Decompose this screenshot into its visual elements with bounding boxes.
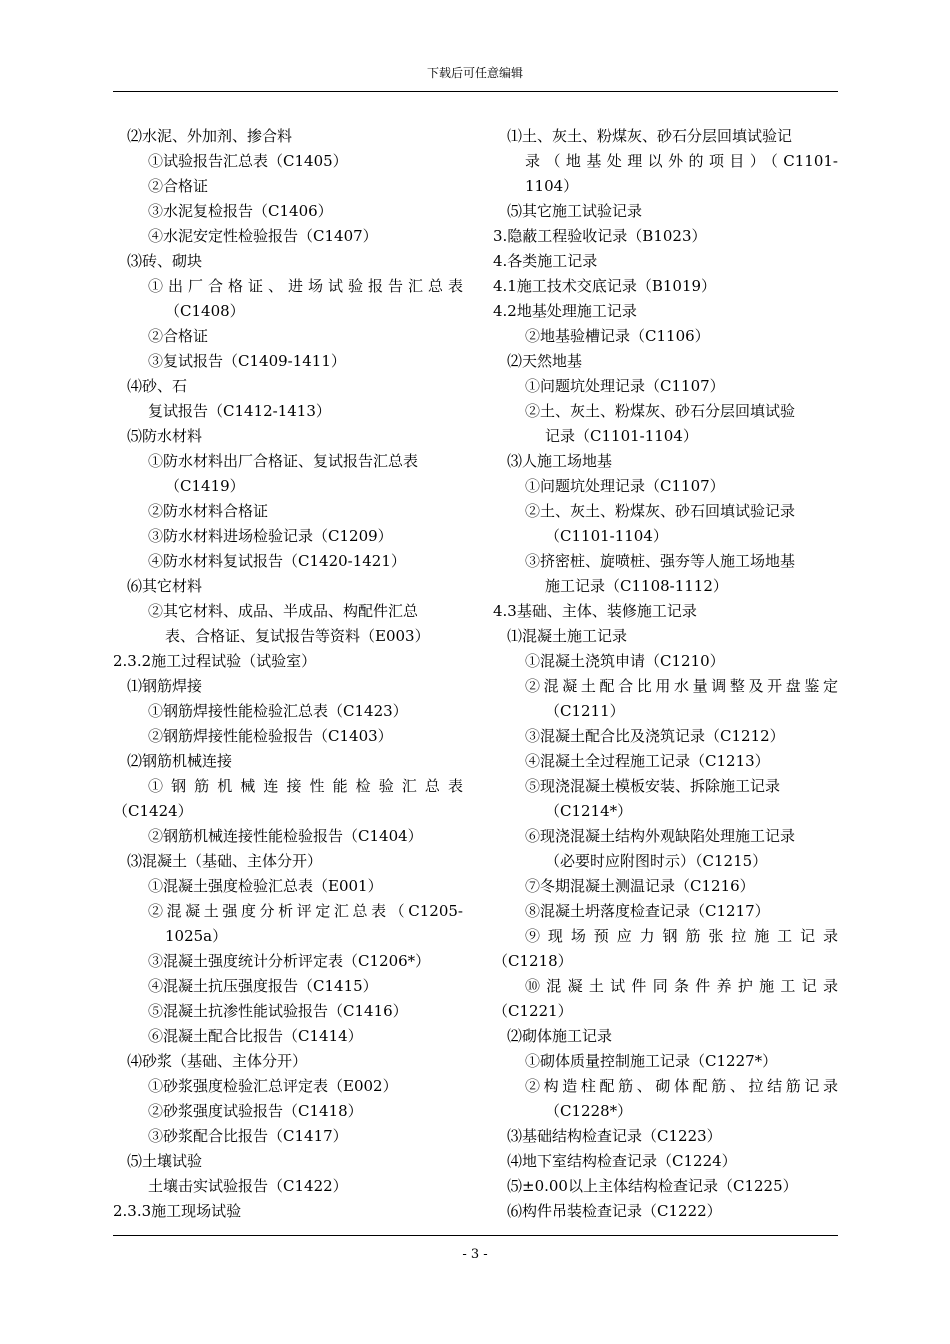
- outline-line: ⑧混凝土坍落度检查记录（C1217）: [525, 902, 770, 920]
- outline-line: ④混凝土抗压强度报告（C1415）: [148, 977, 378, 995]
- outline-line: （C1228*）: [545, 1102, 633, 1120]
- outline-line: ②砂浆强度试验报告（C1418）: [148, 1102, 363, 1120]
- outline-line: ⑴混凝土施工记录: [507, 627, 628, 645]
- outline-line: ③混凝土配合比及浇筑记录（C1212）: [525, 727, 785, 745]
- outline-line: ⑵砌体施工记录: [507, 1027, 613, 1045]
- outline-line: ②构造柱配筋、砌体配筋、拉结筋记录: [525, 1077, 838, 1095]
- outline-line: ③混凝土强度统计分析评定表（C1206*）: [148, 952, 431, 970]
- outline-line: ⑥现浇混凝土结构外观缺陷处理施工记录: [525, 827, 796, 845]
- outline-line: （C1214*）: [545, 802, 633, 820]
- outline-line: ④混凝土全过程施工记录（C1213）: [525, 752, 770, 770]
- outline-line: ③防水材料进场检验记录（C1209）: [148, 527, 393, 545]
- outline-line: ⑩ 混 凝 土 试 件 同 条 件 养 护 施 工 记 录: [525, 977, 838, 995]
- outline-line: ①混凝土强度检验汇总表（E001）: [148, 877, 383, 895]
- outline-line: ⑷地下室结构检查记录（C1224）: [507, 1152, 737, 1170]
- outline-line: ⑹其它材料: [127, 577, 203, 595]
- outline-line: ③砂浆配合比报告（C1417）: [148, 1127, 348, 1145]
- outline-line: 土壤击实试验报告（C1422）: [148, 1177, 348, 1195]
- outline-line: ②土、灰土、粉煤灰、砂石回填试验记录: [525, 502, 796, 520]
- outline-line: ⑶人施工场地基: [507, 452, 613, 470]
- outline-line: ①试验报告汇总表（C1405）: [148, 152, 348, 170]
- outline-line: ②混凝土强度分析评定汇总表（C1205-: [148, 902, 463, 920]
- outline-line: 2.3.3施工现场试验: [113, 1202, 242, 1220]
- outline-line: ⑥混凝土配合比报告（C1414）: [148, 1027, 363, 1045]
- outline-line: ②其它材料、成品、半成品、构配件汇总: [148, 602, 419, 620]
- left-column: [113, 124, 463, 1224]
- outline-line: 1104）: [525, 177, 579, 195]
- outline-line: ⑤现浇混凝土模板安装、拆除施工记录: [525, 777, 781, 795]
- header-note: 下载后可任意编辑: [426, 66, 523, 80]
- outline-line: ⑴土、灰土、粉煤灰、砂石分层回填试验记: [507, 127, 793, 145]
- outline-line: ⑶基础结构检查记录（C1223）: [507, 1127, 722, 1145]
- outline-line: （C1424）: [113, 802, 193, 820]
- outline-line: ⑵天然地基: [507, 352, 583, 370]
- right-column: [493, 124, 838, 1224]
- outline-line: ⑦冬期混凝土测温记录（C1216）: [525, 877, 755, 895]
- outline-line: ⑴钢筋焊接: [127, 677, 203, 695]
- outline-line: ⑨ 现 场 预 应 力 钢 筋 张 拉 施 工 记 录: [525, 927, 838, 945]
- outline-line: ⑶混凝土（基础、主体分开）: [127, 852, 323, 870]
- outline-line: 复试报告（C1412-1413）: [148, 402, 331, 420]
- outline-line: 施工记录（C1108-1112）: [545, 577, 728, 595]
- outline-line: ①砂浆强度检验汇总评定表（E002）: [148, 1077, 398, 1095]
- outline-line: ①钢筋焊接性能检验汇总表（C1423）: [148, 702, 408, 720]
- outline-line: 4.2地基处理施工记录: [493, 302, 637, 320]
- outline-line: ③复试报告（C1409-1411）: [148, 352, 346, 370]
- outline-line: 4.1施工技术交底记录（B1019）: [493, 277, 717, 295]
- outline-line: ⑹构件吊装检查记录（C1222）: [507, 1202, 722, 1220]
- header-divider: [113, 91, 838, 92]
- outline-line: ⑵水泥、外加剂、掺合料: [127, 127, 293, 145]
- outline-line: 4.各类施工记录: [493, 252, 598, 270]
- outline-line: ①问题坑处理记录（C1107）: [525, 477, 725, 495]
- page-number: - 3 -: [462, 1247, 488, 1262]
- outline-line: ⑶砖、砌块: [127, 252, 203, 270]
- outline-line: ③挤密桩、旋喷桩、强夯等人施工场地基: [525, 552, 796, 570]
- outline-line: ②钢筋焊接性能检验报告（C1403）: [148, 727, 393, 745]
- outline-line: 2.3.2施工过程试验（试验室）: [113, 652, 317, 670]
- outline-line: （C1218）: [493, 952, 573, 970]
- outline-line: ① 钢 筋 机 械 连 接 性 能 检 验 汇 总 表: [148, 777, 463, 795]
- outline-line: ②地基验槽记录（C1106）: [525, 327, 710, 345]
- outline-line: ②钢筋机械连接性能检验报告（C1404）: [148, 827, 423, 845]
- outline-line: （C1221）: [493, 1002, 573, 1020]
- outline-line: ②防水材料合格证: [148, 502, 269, 520]
- outline-line: 4.3基础、主体、装修施工记录: [493, 602, 697, 620]
- outline-line: ②混凝土配合比用水量调整及开盘鉴定: [525, 677, 838, 695]
- outline-line: ②土、灰土、粉煤灰、砂石分层回填试验: [525, 402, 796, 420]
- outline-line: （C1101-1104）: [545, 527, 668, 545]
- outline-line: ①砌体质量控制施工记录（C1227*）: [525, 1052, 778, 1070]
- outline-line: ①混凝土浇筑申请（C1210）: [525, 652, 725, 670]
- outline-line: ⑸其它施工试验记录: [507, 202, 643, 220]
- outline-line: ③水泥复检报告（C1406）: [148, 202, 333, 220]
- outline-line: 表、合格证、复试报告等资料（E003）: [165, 627, 430, 645]
- outline-line: ⑷砂、石: [127, 377, 188, 395]
- outline-line: ⑤混凝土抗渗性能试验报告（C1416）: [148, 1002, 408, 1020]
- outline-line: （必要时应附图时示）（C1215）: [545, 852, 768, 870]
- outline-line: 1025a）: [165, 927, 228, 945]
- outline-line: ④水泥安定性检验报告（C1407）: [148, 227, 378, 245]
- outline-line: ⑷砂浆（基础、主体分开）: [127, 1052, 308, 1070]
- outline-line: ①问题坑处理记录（C1107）: [525, 377, 725, 395]
- outline-line: （C1408）: [165, 302, 245, 320]
- outline-line: ④防水材料复试报告（C1420-1421）: [148, 552, 406, 570]
- outline-line: ⑵钢筋机械连接: [127, 752, 233, 770]
- outline-line: （C1419）: [165, 477, 245, 495]
- outline-line: 记录（C1101-1104）: [545, 427, 698, 445]
- outline-line: ⑸±0.00以上主体结构检查记录（C1225）: [507, 1177, 798, 1195]
- outline-line: ②合格证: [148, 177, 209, 195]
- outline-line: 3.隐蔽工程验收记录（B1023）: [493, 227, 707, 245]
- footer-divider: [113, 1235, 838, 1236]
- outline-line: ②合格证: [148, 327, 209, 345]
- outline-line: （C1211）: [545, 702, 625, 720]
- outline-line: 录（地基处理以外的项目）（C1101-: [525, 152, 838, 170]
- outline-line: ⑸防水材料: [127, 427, 203, 445]
- outline-line: ①出厂合格证、进场试验报告汇总表: [148, 277, 463, 295]
- outline-line: ⑸土壤试验: [127, 1152, 203, 1170]
- outline-line: ①防水材料出厂合格证、复试报告汇总表: [148, 452, 419, 470]
